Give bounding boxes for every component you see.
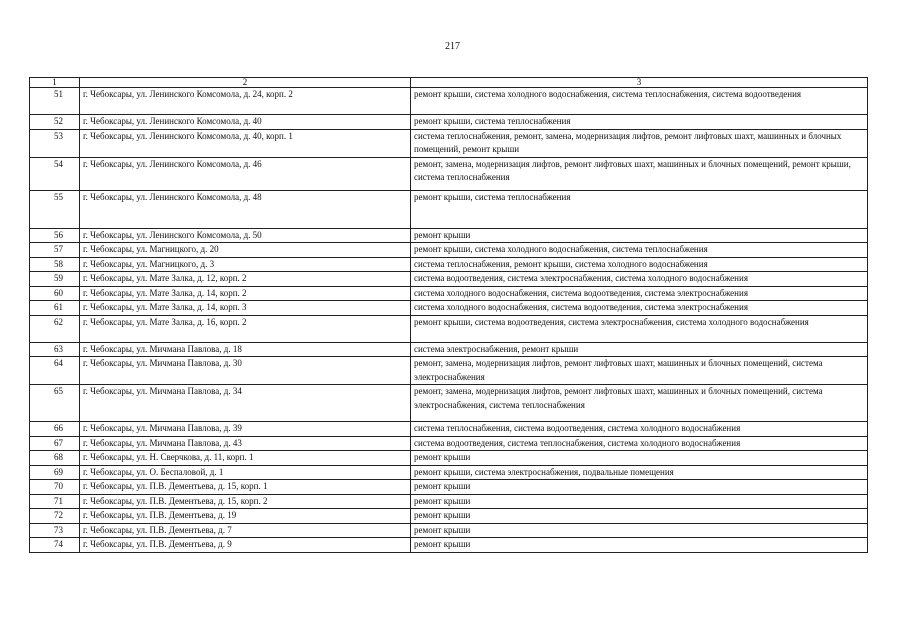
- works-cell: ремонт, замена, модернизация лифтов, ремонт лифтовых шахт, машинных и блочных помещений, система электроснабжения, система теплоснабжения: [411, 385, 868, 422]
- table-row: [30, 272, 868, 287]
- works-cell: система холодного водоснабжения, система водоотведения, система электроснабжения: [411, 286, 868, 301]
- repair-table: [29, 77, 868, 553]
- column-header-works: 3: [411, 78, 868, 88]
- works-cell: ремонт крыши: [411, 523, 868, 538]
- works-cell: система холодного водоснабжения, система водоотведения, система электроснабжения: [411, 301, 868, 316]
- works-cell: ремонт крыши: [411, 451, 868, 466]
- table-row: [30, 357, 868, 385]
- table-row: [30, 257, 868, 272]
- table-row: [30, 157, 868, 190]
- table-row: [30, 538, 868, 553]
- works-cell: ремонт крыши: [411, 480, 868, 495]
- address-cell: г. Чебоксары, ул. Мичмана Павлова, д. 30: [80, 357, 411, 385]
- row-number-cell: 59: [30, 272, 80, 287]
- table-row: [30, 88, 868, 115]
- address-cell: г. Чебоксары, ул. Мичмана Павлова, д. 43: [80, 436, 411, 451]
- works-cell: ремонт крыши, система водоотведения, система электроснабжения, система холодного водоснабжения: [411, 315, 868, 342]
- address-cell: г. Чебоксары, ул. Мичмана Павлова, д. 34: [80, 385, 411, 422]
- works-cell: система электроснабжения, ремонт крыши: [411, 342, 868, 357]
- works-cell: ремонт крыши, система холодного водоснабжения, система теплоснабжения: [411, 243, 868, 258]
- row-number-cell: 63: [30, 342, 80, 357]
- table-row: [30, 243, 868, 258]
- row-number-cell: 57: [30, 243, 80, 258]
- row-number-cell: 68: [30, 451, 80, 466]
- table-row: [30, 509, 868, 524]
- works-cell: ремонт крыши, система теплоснабжения: [411, 190, 868, 228]
- table-row: [30, 301, 868, 316]
- table-row: [30, 190, 868, 228]
- row-number-cell: 64: [30, 357, 80, 385]
- works-cell: ремонт крыши, система теплоснабжения: [411, 115, 868, 130]
- address-cell: г. Чебоксары, ул. Ленинского Комсомола, д. 40, корп. 1: [80, 129, 411, 157]
- table-row: [30, 115, 868, 130]
- address-cell: г. Чебоксары, ул. Ленинского Комсомола, д. 50: [80, 228, 411, 243]
- table-row: [30, 385, 868, 422]
- works-cell: система теплоснабжения, система водоотведения, система холодного водоснабжения: [411, 422, 868, 437]
- table-row: [30, 228, 868, 243]
- table-body: [30, 78, 868, 553]
- works-cell: система теплоснабжения, ремонт, замена, модернизация лифтов, ремонт лифтовых шахт, машинных и блочных помещений, ремонт крыши: [411, 129, 868, 157]
- table-row: [30, 436, 868, 451]
- row-number-cell: 73: [30, 523, 80, 538]
- table-row: [30, 494, 868, 509]
- address-cell: г. Чебоксары, ул. П.В. Дементьева, д. 15, корп. 1: [80, 480, 411, 495]
- column-header-number: 1: [30, 78, 80, 88]
- works-cell: ремонт крыши, система электроснабжения, подвальные помещения: [411, 465, 868, 480]
- row-number-cell: 53: [30, 129, 80, 157]
- page-number: 217: [445, 41, 460, 52]
- table-row: [30, 523, 868, 538]
- address-cell: г. Чебоксары, ул. П.В. Дементьева, д. 15, корп. 2: [80, 494, 411, 509]
- address-cell: г. Чебоксары, ул. Магницкого, д. 20: [80, 243, 411, 258]
- row-number-cell: 72: [30, 509, 80, 524]
- row-number-cell: 52: [30, 115, 80, 130]
- row-number-cell: 54: [30, 157, 80, 190]
- row-number-cell: 55: [30, 190, 80, 228]
- address-cell: г. Чебоксары, ул. Мате Залка, д. 14, корп. 2: [80, 286, 411, 301]
- row-number-cell: 67: [30, 436, 80, 451]
- address-cell: г. Чебоксары, ул. Магницкого, д. 3: [80, 257, 411, 272]
- works-cell: ремонт, замена, модернизация лифтов, ремонт лифтовых шахт, машинных и блочных помещений, ремонт крыши, система теплоснабжения: [411, 157, 868, 190]
- row-number-cell: 65: [30, 385, 80, 422]
- address-cell: г. Чебоксары, ул. П.В. Дементьева, д. 19: [80, 509, 411, 524]
- address-cell: г. Чебоксары, ул. О. Беспаловой, д. 1: [80, 465, 411, 480]
- row-number-cell: 62: [30, 315, 80, 342]
- row-number-cell: 61: [30, 301, 80, 316]
- address-cell: г. Чебоксары, ул. Н. Сверчкова, д. 11, корп. 1: [80, 451, 411, 466]
- works-cell: система водоотведения, система электроснабжения, система холодного водоснабжения: [411, 272, 868, 287]
- address-cell: г. Чебоксары, ул. Ленинского Комсомола, д. 40: [80, 115, 411, 130]
- table-row: [30, 465, 868, 480]
- row-number-cell: 71: [30, 494, 80, 509]
- table-row: [30, 286, 868, 301]
- address-cell: г. Чебоксары, ул. Мичмана Павлова, д. 39: [80, 422, 411, 437]
- address-cell: г. Чебоксары, ул. Ленинского Комсомола, д. 46: [80, 157, 411, 190]
- row-number-cell: 70: [30, 480, 80, 495]
- works-cell: ремонт крыши, система холодного водоснабжения, система теплоснабжения, система водоотведения: [411, 88, 868, 115]
- address-cell: г. Чебоксары, ул. Ленинского Комсомола, д. 24, корп. 2: [80, 88, 411, 115]
- works-cell: ремонт крыши: [411, 228, 868, 243]
- works-cell: ремонт крыши: [411, 509, 868, 524]
- address-cell: г. Чебоксары, ул. Мате Залка, д. 14, корп. 3: [80, 301, 411, 316]
- works-cell: ремонт, замена, модернизация лифтов, ремонт лифтовых шахт, машинных и блочных помещений, система электроснабжения: [411, 357, 868, 385]
- row-number-cell: 56: [30, 228, 80, 243]
- table-header-row: [30, 78, 868, 88]
- works-cell: ремонт крыши: [411, 494, 868, 509]
- table-row: [30, 422, 868, 437]
- row-number-cell: 74: [30, 538, 80, 553]
- works-cell: система водоотведения, система теплоснабжения, система холодного водоснабжения: [411, 436, 868, 451]
- row-number-cell: 51: [30, 88, 80, 115]
- table-row: [30, 451, 868, 466]
- row-number-cell: 58: [30, 257, 80, 272]
- row-number-cell: 69: [30, 465, 80, 480]
- table-row: [30, 342, 868, 357]
- row-number-cell: 60: [30, 286, 80, 301]
- address-cell: г. Чебоксары, ул. Мате Залка, д. 16, корп. 2: [80, 315, 411, 342]
- table-row: [30, 480, 868, 495]
- address-cell: г. Чебоксары, ул. П.В. Дементьева, д. 9: [80, 538, 411, 553]
- table-row: [30, 315, 868, 342]
- table-row: [30, 129, 868, 157]
- row-number-cell: 66: [30, 422, 80, 437]
- column-header-address: 2: [80, 78, 411, 88]
- works-cell: система теплоснабжения, ремонт крыши, система холодного водоснабжения: [411, 257, 868, 272]
- address-cell: г. Чебоксары, ул. Мате Залка, д. 12, корп. 2: [80, 272, 411, 287]
- works-cell: ремонт крыши: [411, 538, 868, 553]
- address-cell: г. Чебоксары, ул. Ленинского Комсомола, д. 48: [80, 190, 411, 228]
- address-cell: г. Чебоксары, ул. П.В. Дементьева, д. 7: [80, 523, 411, 538]
- address-cell: г. Чебоксары, ул. Мичмана Павлова, д. 18: [80, 342, 411, 357]
